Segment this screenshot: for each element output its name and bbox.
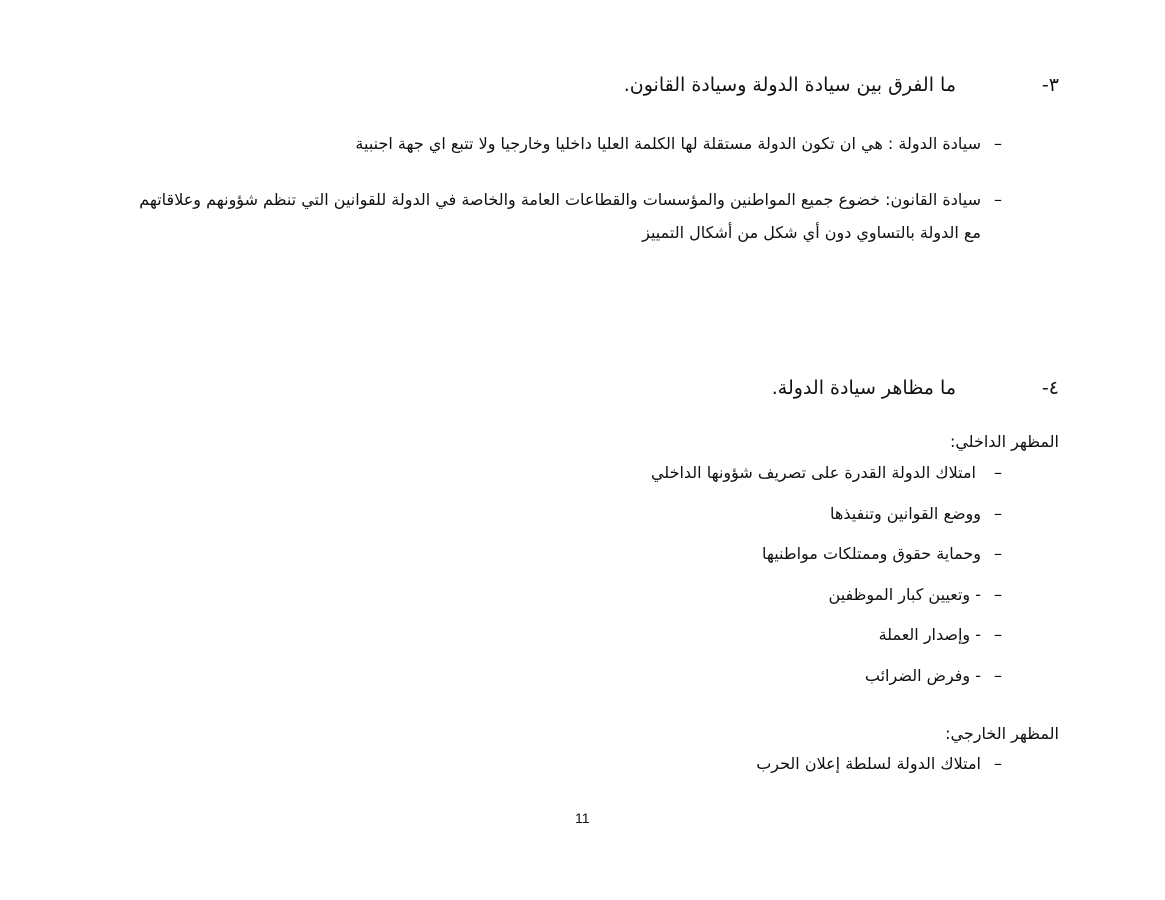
bullet-marker: –: [994, 134, 1002, 153]
bullet-marker: –: [994, 544, 1002, 563]
definition-rule-of-law: سيادة القانون: خضوع جميع المواطنين والمؤسسات والقطاعات العامة والخاصة في الدولة للقوانين التي تنظم شؤونهم وعلاقاتهم مع الدولة بالتساوي دون أي شكل من أشكال التمييز: [139, 190, 981, 242]
bullet-marker: –: [994, 504, 1002, 523]
definition-state-sovereignty: سيادة الدولة : هي ان تكون الدولة مستقلة لها الكلمة العليا داخليا وخارجيا ولا تتبع اي جهة اجنبية: [355, 134, 981, 153]
list-item: - وفرض الضرائب: [864, 666, 981, 685]
bullet-marker: –: [994, 585, 1002, 604]
page-number: 11: [575, 810, 590, 826]
question-4-title: ما مظاهر سيادة الدولة.: [771, 377, 956, 399]
question-3-number: ٣-: [1041, 74, 1059, 96]
list-item: امتلاك الدولة القدرة على تصريف شؤونها الداخلي: [650, 463, 976, 482]
question-4-number: ٤-: [1041, 377, 1059, 399]
bullet-marker: –: [994, 190, 1002, 209]
list-item: - وإصدار العملة: [878, 625, 981, 644]
list-item: - وتعيين كبار الموظفين: [828, 585, 981, 604]
question-3-title: ما الفرق بين سيادة الدولة وسيادة القانون.: [623, 74, 956, 96]
bullet-marker: –: [994, 625, 1002, 644]
bullet-marker: –: [994, 666, 1002, 685]
bullet-marker: –: [994, 754, 1002, 773]
list-item: وحماية حقوق وممتلكات مواطنيها: [761, 544, 981, 563]
bullet-marker: –: [994, 463, 1002, 482]
list-item: امتلاك الدولة لسلطة إعلان الحرب: [756, 754, 981, 773]
internal-aspect-heading: المظهر الداخلي:: [949, 432, 1059, 451]
list-item: ووضع القوانين وتنفيذها: [830, 504, 981, 523]
external-aspect-heading: المظهر الخارجي:: [945, 724, 1059, 743]
